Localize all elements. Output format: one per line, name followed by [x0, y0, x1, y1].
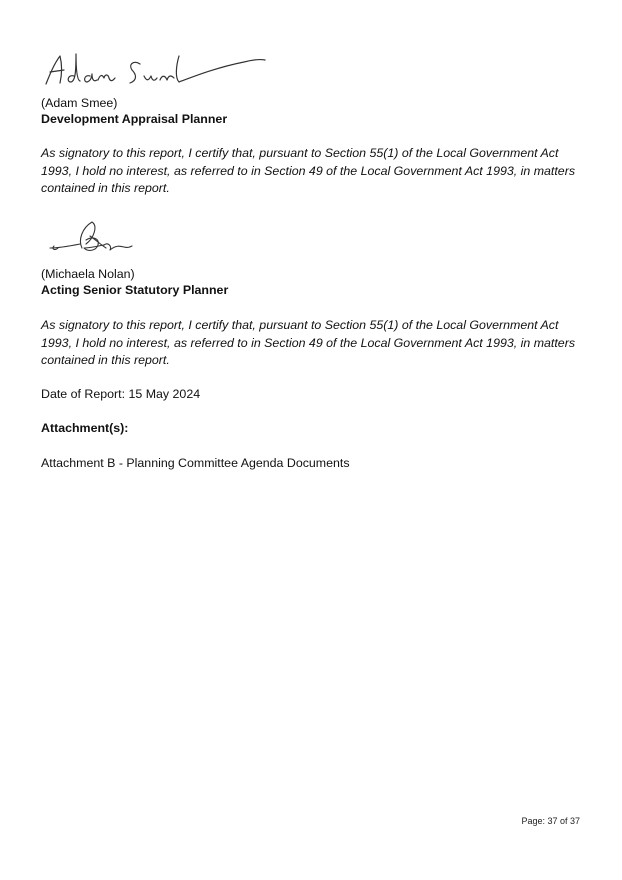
signatory2-name: (Michaela Nolan) — [41, 267, 135, 281]
page-number: Page: 37 of 37 — [521, 816, 580, 826]
attachment-item: Attachment B - Planning Committee Agenda Documents — [41, 456, 350, 470]
signature-michaela-nolan — [46, 218, 136, 260]
signatory2-title: Acting Senior Statutory Planner — [41, 283, 229, 297]
signatory1-title: Development Appraisal Planner — [41, 112, 228, 126]
signatory2-certification: As signatory to this report, I certify that, pursuant to Section 55(1) of the Local Government Act 1993, I hold no interest, as referred to in Section 49 of the Local Government Act 1993, in matters contained in this report. — [41, 318, 576, 367]
signature-adam-smee — [38, 50, 268, 90]
signatory1-certification: As signatory to this report, I certify that, pursuant to Section 55(1) of the Local Government Act 1993, I hold no interest, as referred to in Section 49 of the Local Government Act 1993, in matters contained in this report. — [41, 146, 576, 195]
signatory1-name: (Adam Smee) — [41, 96, 118, 110]
attachments-heading: Attachment(s): — [41, 421, 129, 435]
date-of-report: Date of Report: 15 May 2024 — [41, 387, 201, 401]
